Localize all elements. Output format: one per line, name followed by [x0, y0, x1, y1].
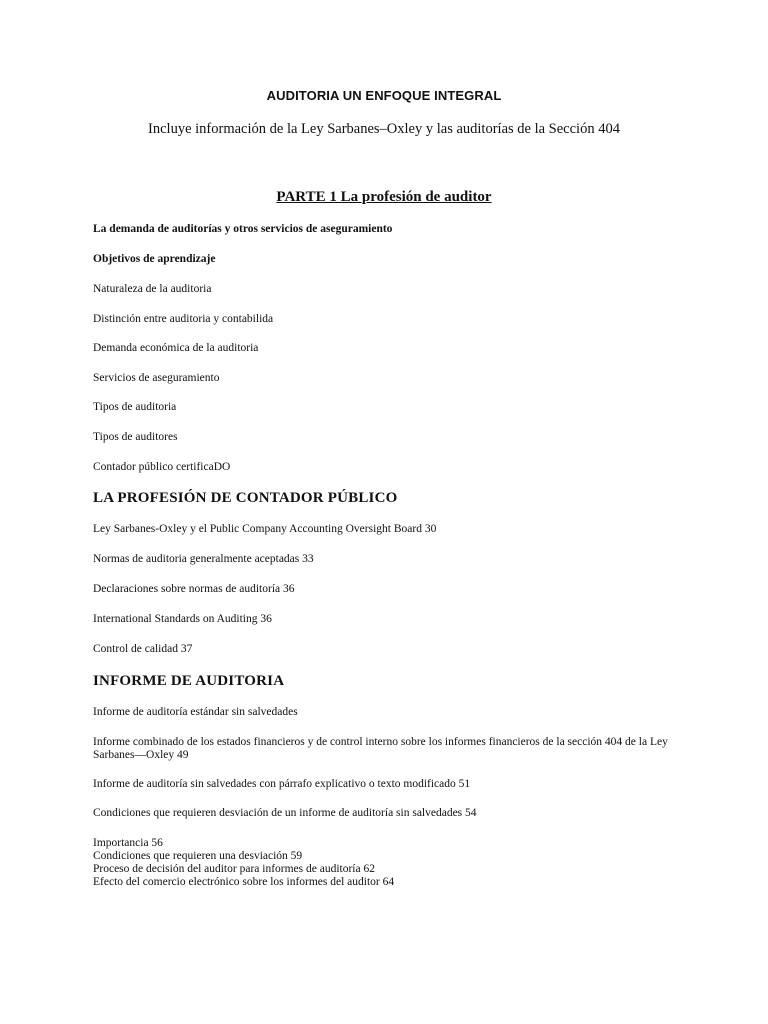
- list-item: Control de calidad 37: [93, 643, 193, 655]
- part-heading: PARTE 1 La profesión de auditor: [276, 189, 492, 205]
- list-item: Informe combinado de los estados financieros y de control interno sobre los informes financieros de la sección 404 de la Ley Sarbanes—Oxley 49: [93, 736, 668, 761]
- list-item: Ley Sarbanes-Oxley y el Public Company Accounting Oversight Board 30: [93, 523, 437, 535]
- list-item: Condiciones que requieren desviación de un informe de auditoría sin salvedades 54: [93, 807, 477, 819]
- section2-heading: LA PROFESIÓN DE CONTADOR PÚBLICO: [93, 490, 398, 506]
- list-item: Importancia 56: [93, 837, 163, 849]
- list-item: Demanda económica de la auditoria: [93, 342, 259, 354]
- list-item: Servicios de aseguramiento: [93, 372, 220, 384]
- list-item: Condiciones que requieren una desviación 59: [93, 850, 303, 862]
- document-title: AUDITORIA UN ENFOQUE INTEGRAL: [266, 88, 502, 103]
- list-item: Efecto del comercio electrónico sobre los informes del auditor 64: [93, 876, 395, 888]
- list-item: Normas de auditoria generalmente aceptadas 33: [93, 553, 314, 565]
- objectives-heading: Objetivos de aprendizaje: [93, 253, 216, 265]
- section3-heading: INFORME DE AUDITORIA: [93, 673, 285, 689]
- list-item: Naturaleza de la auditoria: [93, 283, 212, 295]
- section1-heading: La demanda de auditorías y otros servicios de aseguramiento: [93, 223, 393, 235]
- list-item: Distinción entre auditoria y contabilida: [93, 313, 274, 325]
- list-item: Informe de auditoría estándar sin salvedades: [93, 706, 298, 718]
- list-item: Tipos de auditoria: [93, 401, 177, 413]
- list-item: Tipos de auditores: [93, 431, 178, 443]
- list-item: Informe de auditoría sin salvedades con párrafo explicativo o texto modificado 51: [93, 778, 471, 790]
- list-item: Contador público certificaDO: [93, 461, 231, 473]
- list-item: Declaraciones sobre normas de auditoría 36: [93, 583, 295, 595]
- list-item: International Standards on Auditing 36: [93, 613, 272, 625]
- list-item: Proceso de decisión del auditor para informes de auditoría 62: [93, 863, 375, 875]
- document-subtitle: Incluye información de la Ley Sarbanes–Oxley y las auditorías de la Sección 404: [148, 121, 620, 137]
